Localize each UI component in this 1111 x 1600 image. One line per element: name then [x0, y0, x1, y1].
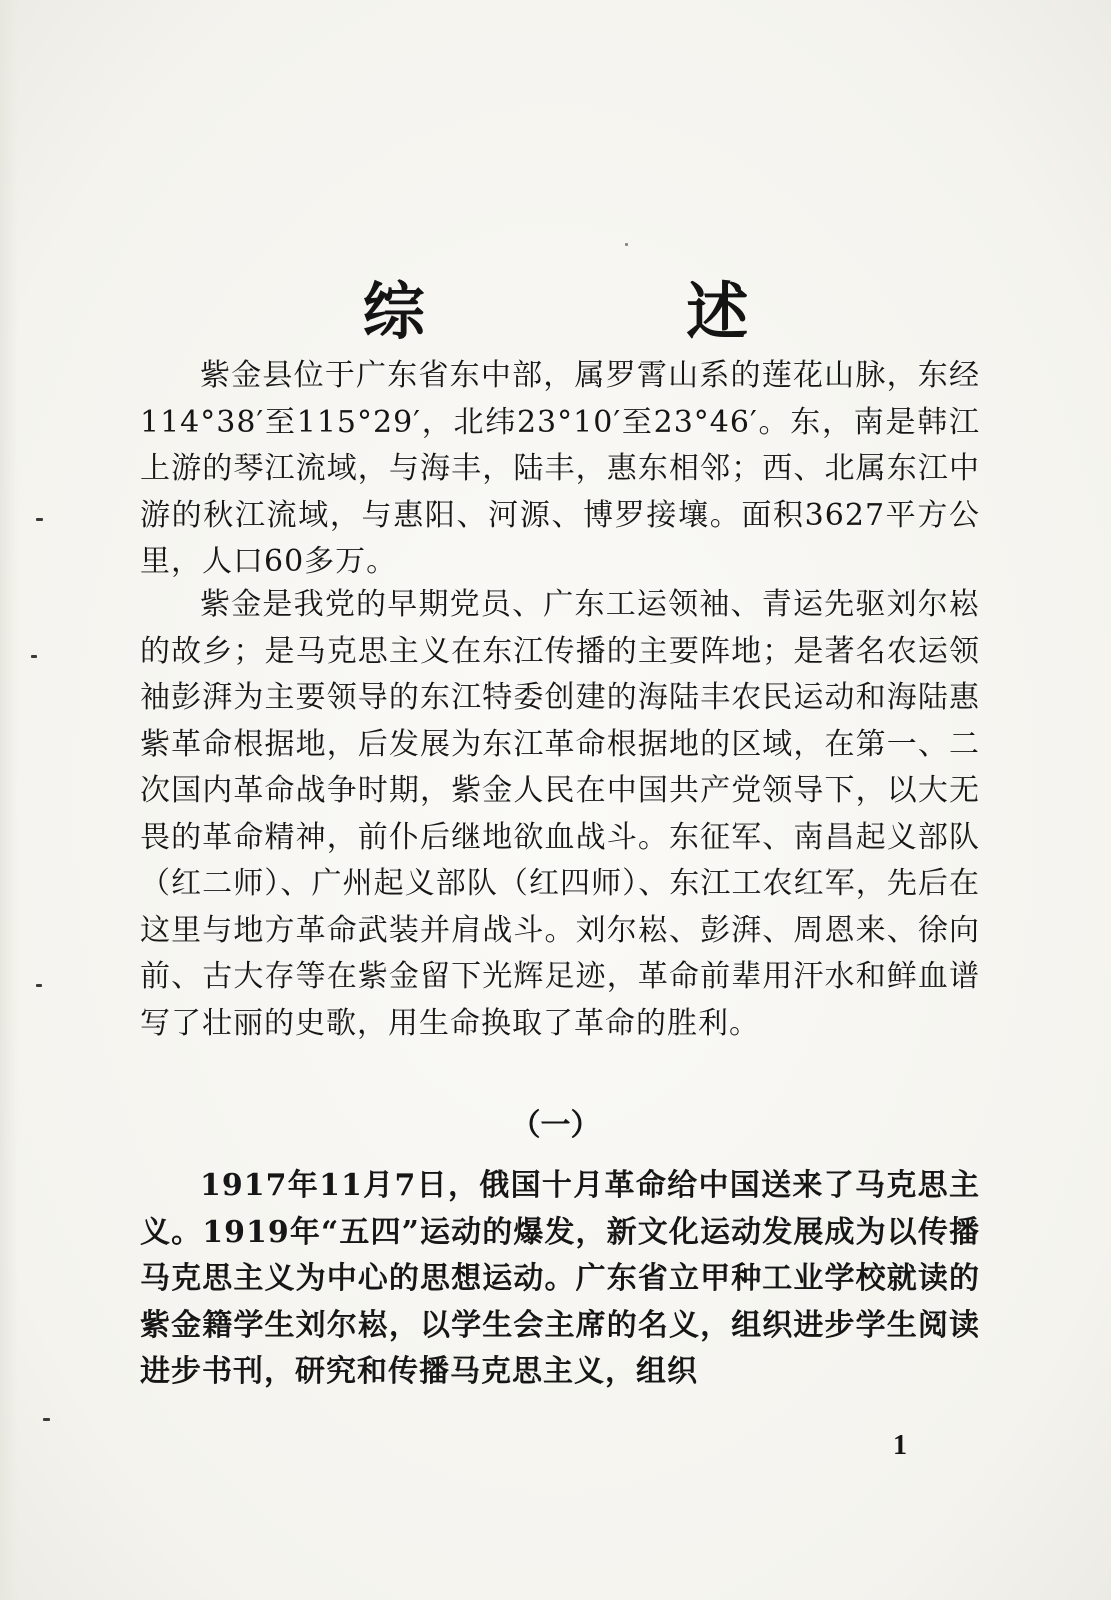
- paragraph-2: 紫金是我党的早期党员、广东工运领袖、青运先驱刘尔崧的故乡；是马克思主义在东江传播的主要阵地；是著名农运领袖彭湃为主要领导的东江特委创建的海陆丰农民运动和海陆惠紫革命根据地，后发展为东江革命根据地的区域，在第一、二次国内革命战争时期，紫金人民在中国共产党领导下，以大无畏的革命精神，前仆后继地欲血战斗。东征军、南昌起义部队（红二师）、广州起义部队（红四师）、东江工农红军，先后在这里与地方革命武装并肩战斗。刘尔崧、彭湃、周恩来、徐向前、古大存等在紫金留下光辉足迹，革命前辈用汗水和鲜血谱写了壮丽的史歌，用生命换取了革命的胜利。: [140, 587, 980, 1041]
- scan-speck: [625, 243, 628, 246]
- section-paragraph: 1917年11月7日，俄国十月革命给中国送来了马克思主义。1919年“五四”运动的爆发，新文化运动发展成为以传播马克思主义为中心的思想运动。广东省立甲种工业学校就读的紫金籍学生刘尔崧，以学生会主席的名义，组织进步学生阅读进步书刊，研究和传播马克思主义，组织: [140, 1168, 980, 1389]
- section-heading: （一）: [510, 1108, 601, 1143]
- scan-speck: [36, 984, 42, 987]
- page-title: 综 述: [362, 275, 869, 348]
- paragraph-1: 紫金县位于广东省东中部，属罗霄山系的莲花山脉，东经114°38′至115°29′，北纬23°10′至23°46′。东，南是韩江上游的琴江流域，与海丰，陆丰，惠东相邻；西、北属东江中游的秋江流域，与惠阳、河源、博罗接壤。面积3627平方公里，人口60多万。: [140, 358, 980, 579]
- scan-speck: [43, 1418, 50, 1421]
- page-edge-shadow: [0, 0, 18, 1600]
- scan-speck: [36, 518, 43, 521]
- scan-speck: [31, 655, 37, 658]
- page-number: 1: [893, 1430, 907, 1461]
